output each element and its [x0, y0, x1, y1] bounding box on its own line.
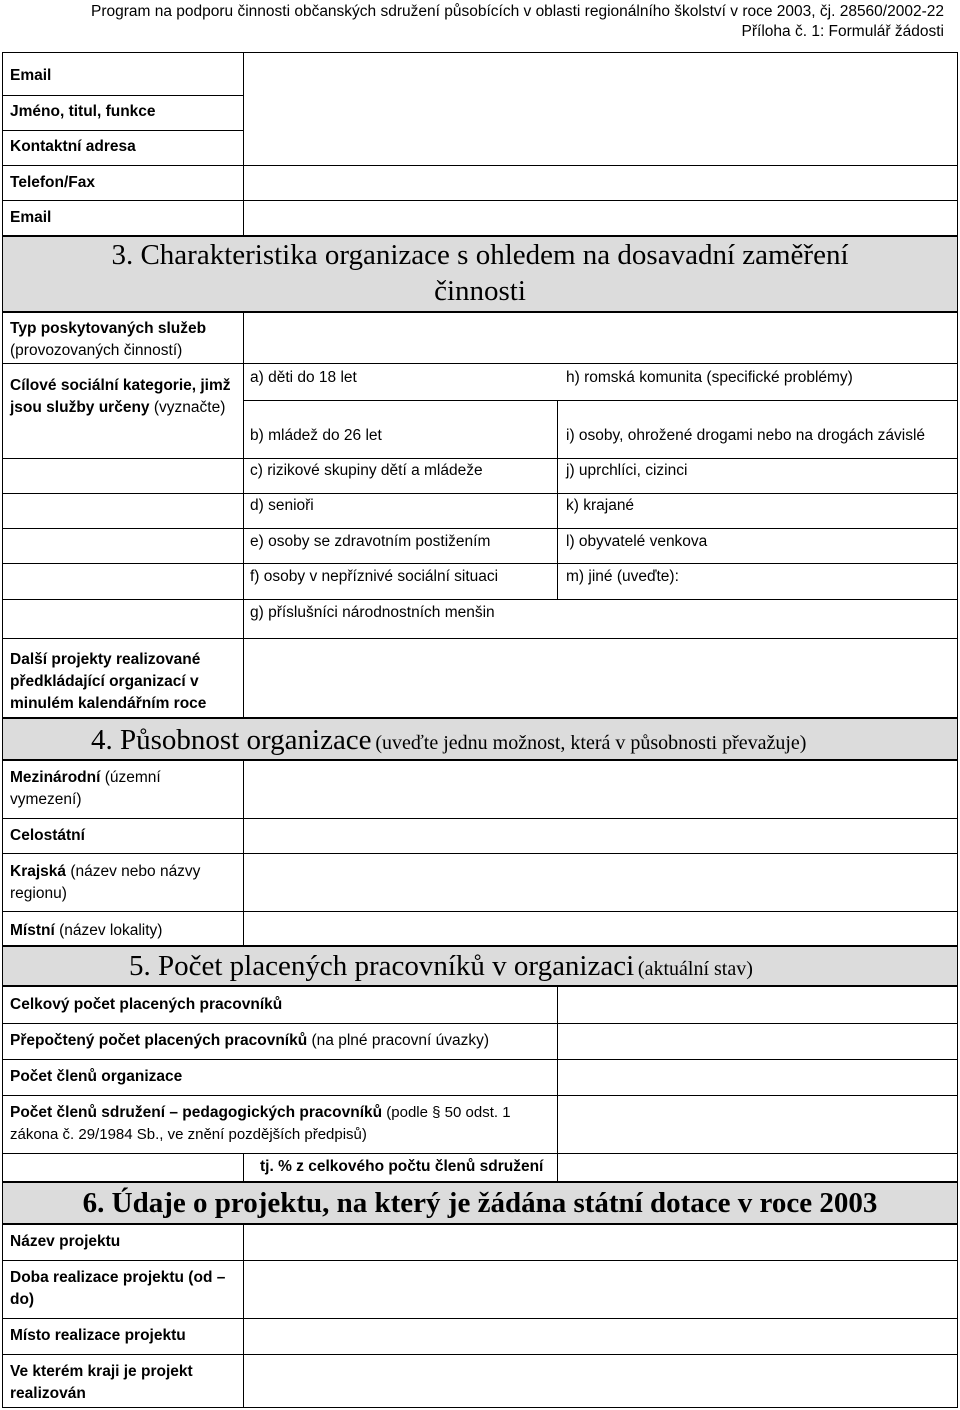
email-label: Email: [10, 209, 52, 226]
option-g[interactable]: g) příslušníci národnostních menšin: [250, 604, 495, 621]
option-d[interactable]: d) senioři: [250, 497, 314, 514]
contact-address-label: Kontaktní adresa: [10, 138, 136, 155]
recalc-staff-note: (na plné pracovní úvazky): [311, 1032, 489, 1049]
ped-members-note: (podle § 50 odst. 1 zákona č. 29/1984 Sb., ve znění pozdějších předpisů): [10, 1104, 511, 1143]
services-note: (provozovaných činností): [10, 342, 183, 359]
international-note: (územní vymezení): [10, 769, 161, 808]
target-categories-label: Cílové sociální kategorie, jimž jsou služby určeny: [10, 377, 231, 416]
contact-table: [2, 52, 958, 236]
section3-title-cont: činnosti: [434, 275, 526, 307]
project-duration-label: Doba realizace projektu (od – do): [10, 1269, 226, 1308]
option-a[interactable]: a) děti do 18 let: [250, 369, 357, 386]
name-title-label: Jméno, titul, funkce: [10, 103, 156, 120]
section4-title: 4. Působnost organizace: [91, 724, 372, 756]
project-place-label: Místo realizace projektu: [10, 1327, 186, 1344]
option-j[interactable]: j) uprchlíci, cizinci: [566, 462, 688, 479]
project-region-label: Ve kterém kraji je projekt realizován: [10, 1363, 193, 1402]
services-label: Typ poskytovaných služeb: [10, 320, 207, 337]
phone-fax-label: Telefon/Fax: [10, 174, 95, 191]
email-top-label: Email: [10, 67, 52, 84]
percent-label: tj. % z celkového počtu členů sdružení: [260, 1158, 544, 1175]
option-h[interactable]: h) romská komunita (specifické problémy): [566, 369, 853, 386]
section3-header: [2, 236, 958, 312]
section5-title-note: (aktuální stav): [637, 958, 753, 980]
regional-label: Krajská: [10, 863, 67, 880]
option-m[interactable]: m) jiné (uveďte):: [566, 568, 679, 585]
option-c[interactable]: c) rizikové skupiny dětí a mládeže: [250, 462, 483, 479]
section5-title: 5. Počet placených pracovníků v organizaci: [129, 950, 635, 982]
option-e[interactable]: e) osoby se zdravotním postižením: [250, 533, 491, 550]
total-staff-label: Celkový počet placených pracovníků: [10, 996, 283, 1013]
header-attachment-line: Příloha č. 1: Formulář žádosti: [741, 23, 944, 40]
option-l[interactable]: l) obyvatelé venkova: [566, 533, 708, 550]
section6-title: 6. Údaje o projektu, na který je žádána státní dotace v roce 2003: [82, 1187, 878, 1219]
section5-header: [2, 946, 958, 986]
project-name-label: Název projektu: [10, 1233, 121, 1250]
option-i[interactable]: i) osoby, ohrožené drogami nebo na drogách závislé: [566, 427, 926, 444]
regional-note: (název nebo názvy regionu): [10, 863, 201, 902]
option-b[interactable]: b) mládež do 26 let: [250, 427, 382, 444]
section4-title-note: (uveďte jednu možnost, která v působnosti převažuje): [375, 732, 807, 754]
section3-title: 3. Charakteristika organizace s ohledem na dosavadní zaměření: [111, 239, 849, 271]
local-label: Místní: [10, 922, 55, 939]
other-projects-label: Další projekty realizované předkládající organizací v minulém kalendářním roce: [10, 651, 207, 712]
national-label: Celostátní: [10, 827, 85, 844]
option-f[interactable]: f) osoby v nepříznivé sociální situaci: [250, 568, 499, 585]
option-k[interactable]: k) krajané: [566, 497, 635, 514]
international-label: Mezinárodní: [10, 769, 101, 786]
members-count-label: Počet členů organizace: [10, 1068, 183, 1085]
ped-members-label: Počet členů sdružení – pedagogických pracovníků: [10, 1104, 383, 1121]
section4-header: [2, 718, 958, 760]
local-note: (název lokality): [59, 922, 163, 939]
target-categories-note: (vyznačte): [153, 399, 226, 416]
section6-header: [2, 1182, 958, 1224]
header-program-line: Program na podporu činnosti občanských sdružení působících v oblasti regionálního školství v roce 2003, čj. 28560/2002-22: [90, 3, 944, 20]
recalc-staff-label: Přepočtený počet placených pracovníků: [10, 1032, 308, 1049]
